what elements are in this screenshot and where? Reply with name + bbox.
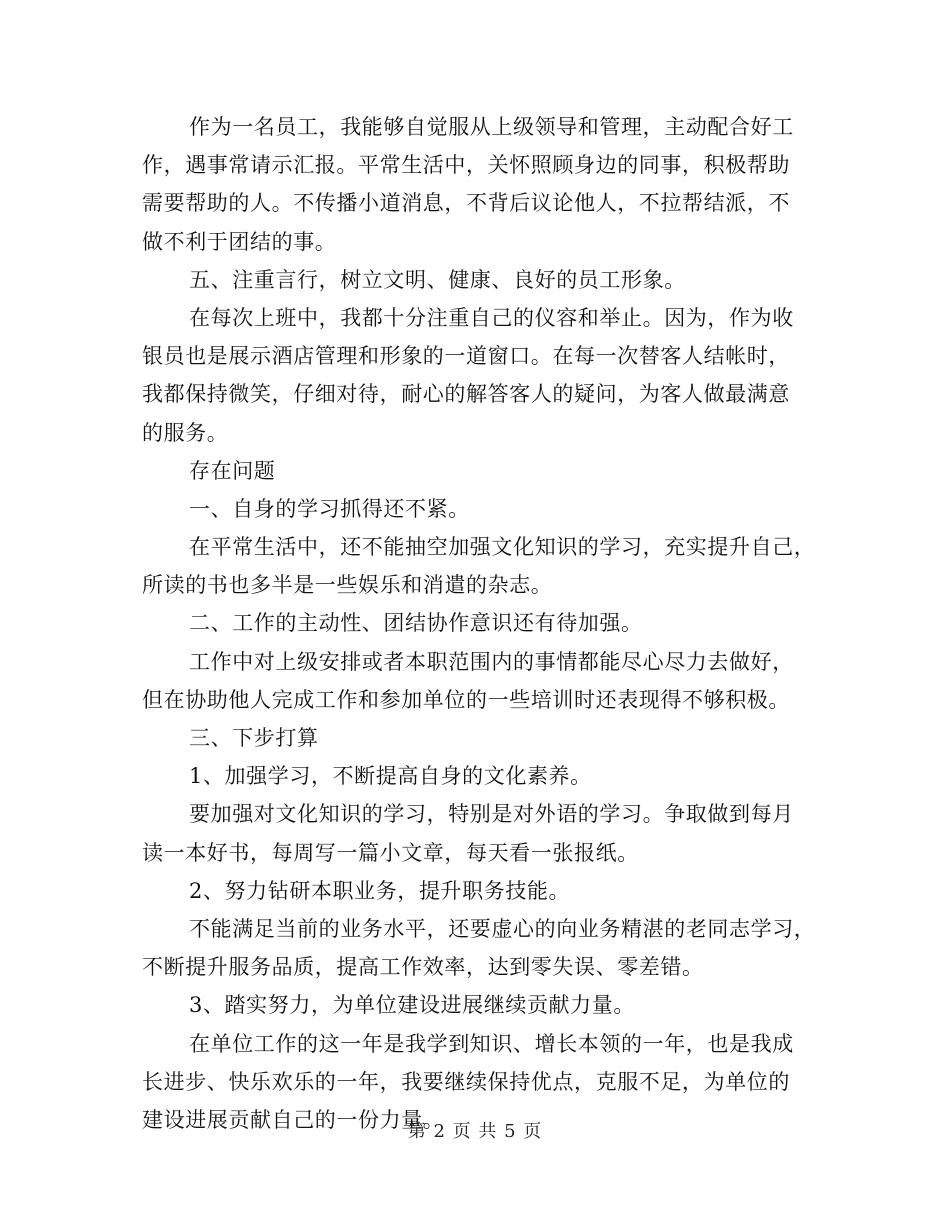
paragraph-line: 做不利于团结的事。: [142, 229, 337, 254]
page-number-footer: 第 2 页 共 5 页: [407, 1121, 543, 1142]
paragraph-line: 要加强对文化知识的学习，特别是对外语的学习。争取做到每月: [189, 802, 794, 827]
paragraph-line: 作为一名员工，我能够自觉服从上级领导和管理，主动配合好工: [189, 115, 794, 139]
paragraph-line: 作，遇事常请示汇报。平常生活中，关怀照顾身边的同事，积极帮助: [142, 153, 790, 178]
paragraph-line: 不断提升服务品质，提高工作效率，达到零失误、零差错。: [142, 955, 704, 980]
paragraph-line: 工作中对上级安排或者本职范围内的事情都能尽心尽力去做好，: [189, 649, 794, 674]
paragraph-line: 银员也是展示酒店管理和形象的一道窗口。在每一次替客人结帐时，: [142, 344, 790, 369]
paragraph-line: 我都保持微笑，仔细对待，耐心的解答客人的疑问，为客人做最满意: [142, 382, 790, 407]
document-body: [142, 108, 816, 1139]
paragraph-line: 但在协助他人完成工作和参加单位的一些培训时还表现得不够积极。: [142, 687, 790, 712]
section-heading: 1、加强学习，不断提高自身的文化素养。: [189, 764, 592, 789]
paragraph-line: 不能满足当前的业务水平，还要虚心的向业务精湛的老同志学习，: [189, 916, 816, 941]
paragraph-line: 所读的书也多半是一些娱乐和消遣的杂志。: [142, 573, 553, 598]
section-heading: 二、工作的主动性、团结协作意识还有待加强。: [189, 611, 643, 636]
section-heading: 3、踏实努力，为单位建设进展继续贡献力量。: [189, 993, 635, 1018]
paragraph-line: 建设进展贡献自己的一份力量。: [142, 1107, 445, 1132]
section-heading: 2、努力钻研本职业务，提升职务技能。: [189, 878, 571, 903]
paragraph-line: 在每次上班中，我都十分注重自己的仪容和举止。因为，作为收: [189, 305, 794, 330]
section-heading: 三、下步打算: [189, 726, 319, 750]
section-heading: 存在问题: [189, 458, 276, 483]
paragraph-line: 需要帮助的人。不传播小道消息，不背后议论他人，不拉帮结派，不: [142, 191, 790, 216]
paragraph-line: 读一本好书，每周写一篇小文章，每天看一张报纸。: [142, 840, 639, 865]
paragraph-line: 的服务。: [142, 420, 229, 445]
paragraph-line: 在单位工作的这一年是我学到知识、增长本领的一年，也是我成: [189, 1031, 794, 1056]
paragraph-line: 在平常生活中，还不能抽空加强文化知识的学习，充实提升自己，: [189, 535, 816, 560]
paragraph-line: 长进步、快乐欢乐的一年，我要继续保持优点，克服不足，为单位的: [142, 1069, 790, 1094]
section-heading: 一、自身的学习抓得还不紧。: [189, 496, 470, 521]
section-heading: 五、注重言行，树立文明、健康、良好的员工形象。: [189, 267, 686, 292]
